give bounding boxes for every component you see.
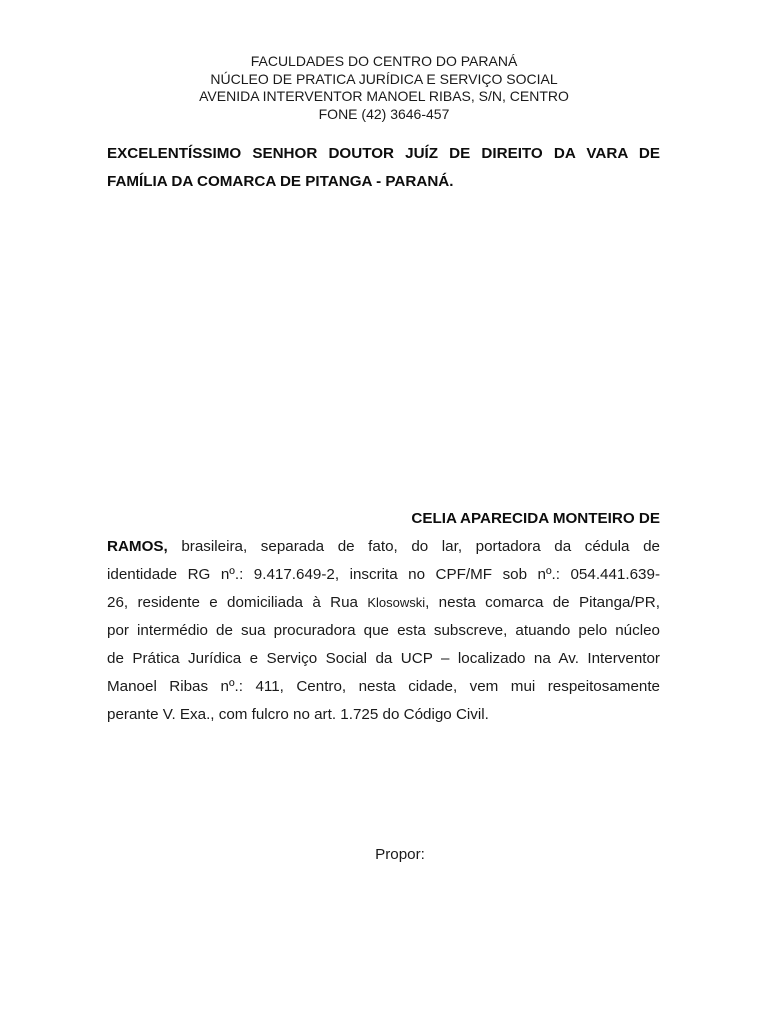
body-line-5: por intermédio de sua procuradora que esta subscreve, atuando pelo núcleo xyxy=(107,622,660,639)
addressee-block xyxy=(107,140,660,196)
body-line-4-start: 26, residente e domiciliada à Rua xyxy=(107,594,358,611)
body-line-3: identidade RG nº.: 9.417.649-2, inscrita no CPF/MF sob nº.: 054.441.639- xyxy=(107,566,660,583)
institution-header xyxy=(0,53,768,123)
plaintiff-name-part-1: CELIA APARECIDA MONTEIRO DE xyxy=(411,510,660,527)
header-institution-name: FACULDADES DO CENTRO DO PARANÁ xyxy=(250,53,518,69)
body-line-1 xyxy=(107,505,660,533)
header-address: AVENIDA INTERVENTOR MANOEL RIBAS, S/N, CENTRO xyxy=(199,88,569,104)
body-line-2-text: brasileira, separada de fato, do lar, portadora da cédula de xyxy=(181,538,660,555)
body-line-7: Manoel Ribas nº.: 411, Centro, nesta cidade, vem mui respeitosamente xyxy=(107,678,660,695)
addressee-line-1: EXCELENTÍSSIMO SENHOR DOUTOR JUÍZ DE DIREITO DA VARA DE xyxy=(107,145,660,162)
body-line-8: perante V. Exa., com fulcro no art. 1.725 do Código Civil. xyxy=(107,706,489,723)
plaintiff-name-part-2: RAMOS, xyxy=(107,538,168,555)
header-department: NÚCLEO DE PRATICA JURÍDICA E SERVIÇO SOCIAL xyxy=(210,70,558,87)
body-line-4 xyxy=(107,589,660,617)
petition-body xyxy=(107,505,660,729)
street-name: Klosowski xyxy=(367,595,426,610)
addressee-line-2: FAMÍLIA DA COMARCA DE PITANGA - PARANÁ. xyxy=(107,173,454,190)
body-line-6: de Prática Jurídica e Serviço Social da UCP – localizado na Av. Interventor xyxy=(107,650,660,667)
header-phone: FONE (42) 3646-457 xyxy=(318,105,450,122)
body-line-2 xyxy=(107,533,660,561)
propor-label: Propor: xyxy=(375,846,425,863)
body-line-4-end: , nesta comarca de Pitanga/PR, xyxy=(425,594,660,611)
